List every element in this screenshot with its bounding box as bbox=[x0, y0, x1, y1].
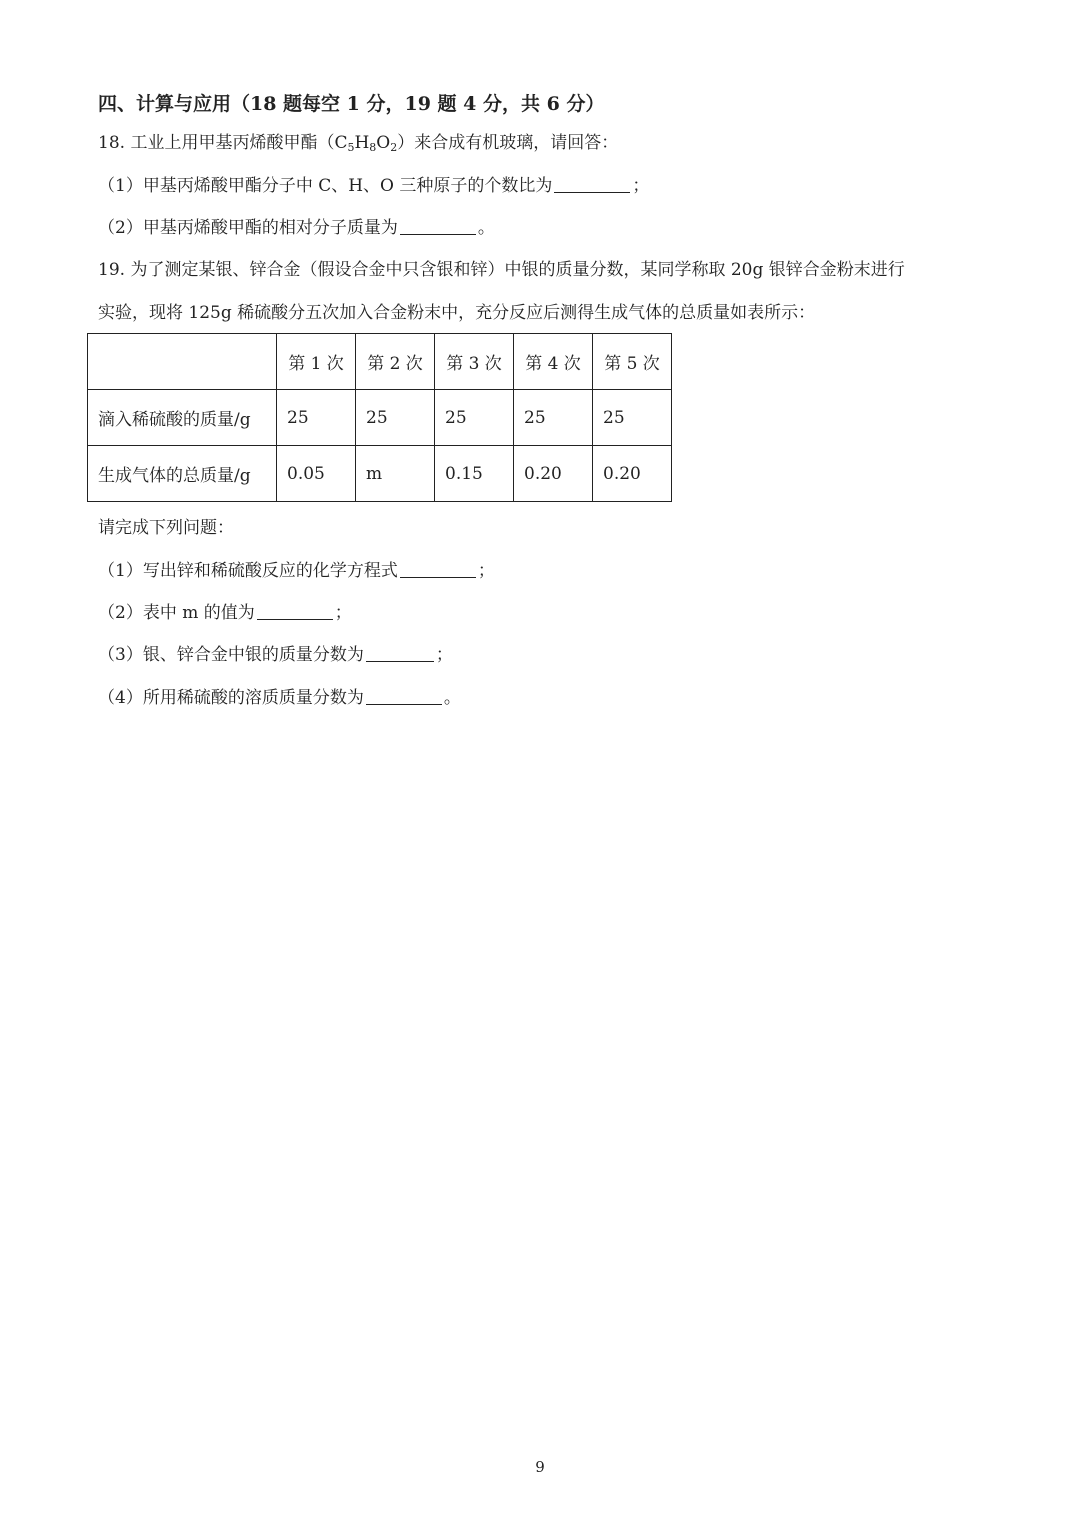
table-cell: 25 bbox=[435, 390, 514, 446]
q18-intro bbox=[98, 131, 618, 155]
section-heading: 四、计算与应用（18 题每空 1 分，19 题 4 分，共 6 分） bbox=[98, 93, 605, 115]
q19-intro-line2: 实验，现将 125g 稀硫酸分五次加入合金粉末中，充分反应后测得生成气体的总质量如表所示： bbox=[98, 303, 816, 323]
q19-prompt: 请完成下列问题： bbox=[98, 518, 234, 538]
table-header-cell: 第 3 次 bbox=[435, 334, 514, 390]
table-header-cell: 第 5 次 bbox=[593, 334, 672, 390]
q18-part1: （1）甲基丙烯酸甲酯分子中 C、H、O 三种原子的个数比为 ； bbox=[98, 176, 650, 196]
q19-part1: （1）写出锌和稀硫酸反应的化学方程式 ； bbox=[98, 561, 495, 581]
table-cell: 25 bbox=[277, 390, 356, 446]
q19-part3: （3）银、锌合金中银的质量分数为 ； bbox=[98, 645, 453, 665]
answer-blank[interactable] bbox=[554, 174, 630, 193]
table-cell: 25 bbox=[593, 390, 672, 446]
answer-blank[interactable] bbox=[366, 686, 442, 705]
table-cell: 0.05 bbox=[277, 446, 356, 502]
table-corner-cell bbox=[88, 334, 277, 390]
table-header-cell: 第 4 次 bbox=[514, 334, 593, 390]
table-row bbox=[88, 390, 672, 446]
table-cell: 25 bbox=[514, 390, 593, 446]
results-table bbox=[87, 333, 672, 502]
q19-part2: （2）表中 m 的值为 ； bbox=[98, 603, 352, 623]
table-cell: 0.15 bbox=[435, 446, 514, 502]
chemical-formula: $C_5H_8O_2$ bbox=[334, 133, 398, 154]
answer-blank[interactable] bbox=[400, 559, 476, 578]
q18-part2: （2）甲基丙烯酸甲酯的相对分子质量为 。 bbox=[98, 218, 495, 238]
table-row-label: 滴入稀硫酸的质量/g bbox=[88, 390, 277, 446]
table-row-label: 生成气体的总质量/g bbox=[88, 446, 277, 502]
q18-intro-text-end: ）来合成有机玻璃，请回答： bbox=[397, 133, 619, 153]
table-row bbox=[88, 446, 672, 502]
q19-part4: （4）所用稀硫酸的溶质质量分数为 。 bbox=[98, 688, 461, 708]
table-header-row bbox=[88, 334, 672, 390]
table-header-cell: 第 2 次 bbox=[356, 334, 435, 390]
answer-blank[interactable] bbox=[366, 643, 434, 662]
table-cell: 25 bbox=[356, 390, 435, 446]
table-header-cell: 第 1 次 bbox=[277, 334, 356, 390]
page-number: 9 bbox=[535, 1458, 545, 1476]
answer-blank[interactable] bbox=[400, 216, 476, 235]
q18-intro-text: 18. 工业上用甲基丙烯酸甲酯（ bbox=[98, 133, 335, 153]
answer-blank[interactable] bbox=[257, 601, 333, 620]
table-cell: 0.20 bbox=[593, 446, 672, 502]
table-cell: 0.20 bbox=[514, 446, 593, 502]
q19-intro-line1: 19. 为了测定某银、锌合金（假设合金中只含银和锌）中银的质量分数，某同学称取 20g 银锌合金粉末进行 bbox=[98, 260, 905, 280]
table-cell: m bbox=[356, 446, 435, 502]
